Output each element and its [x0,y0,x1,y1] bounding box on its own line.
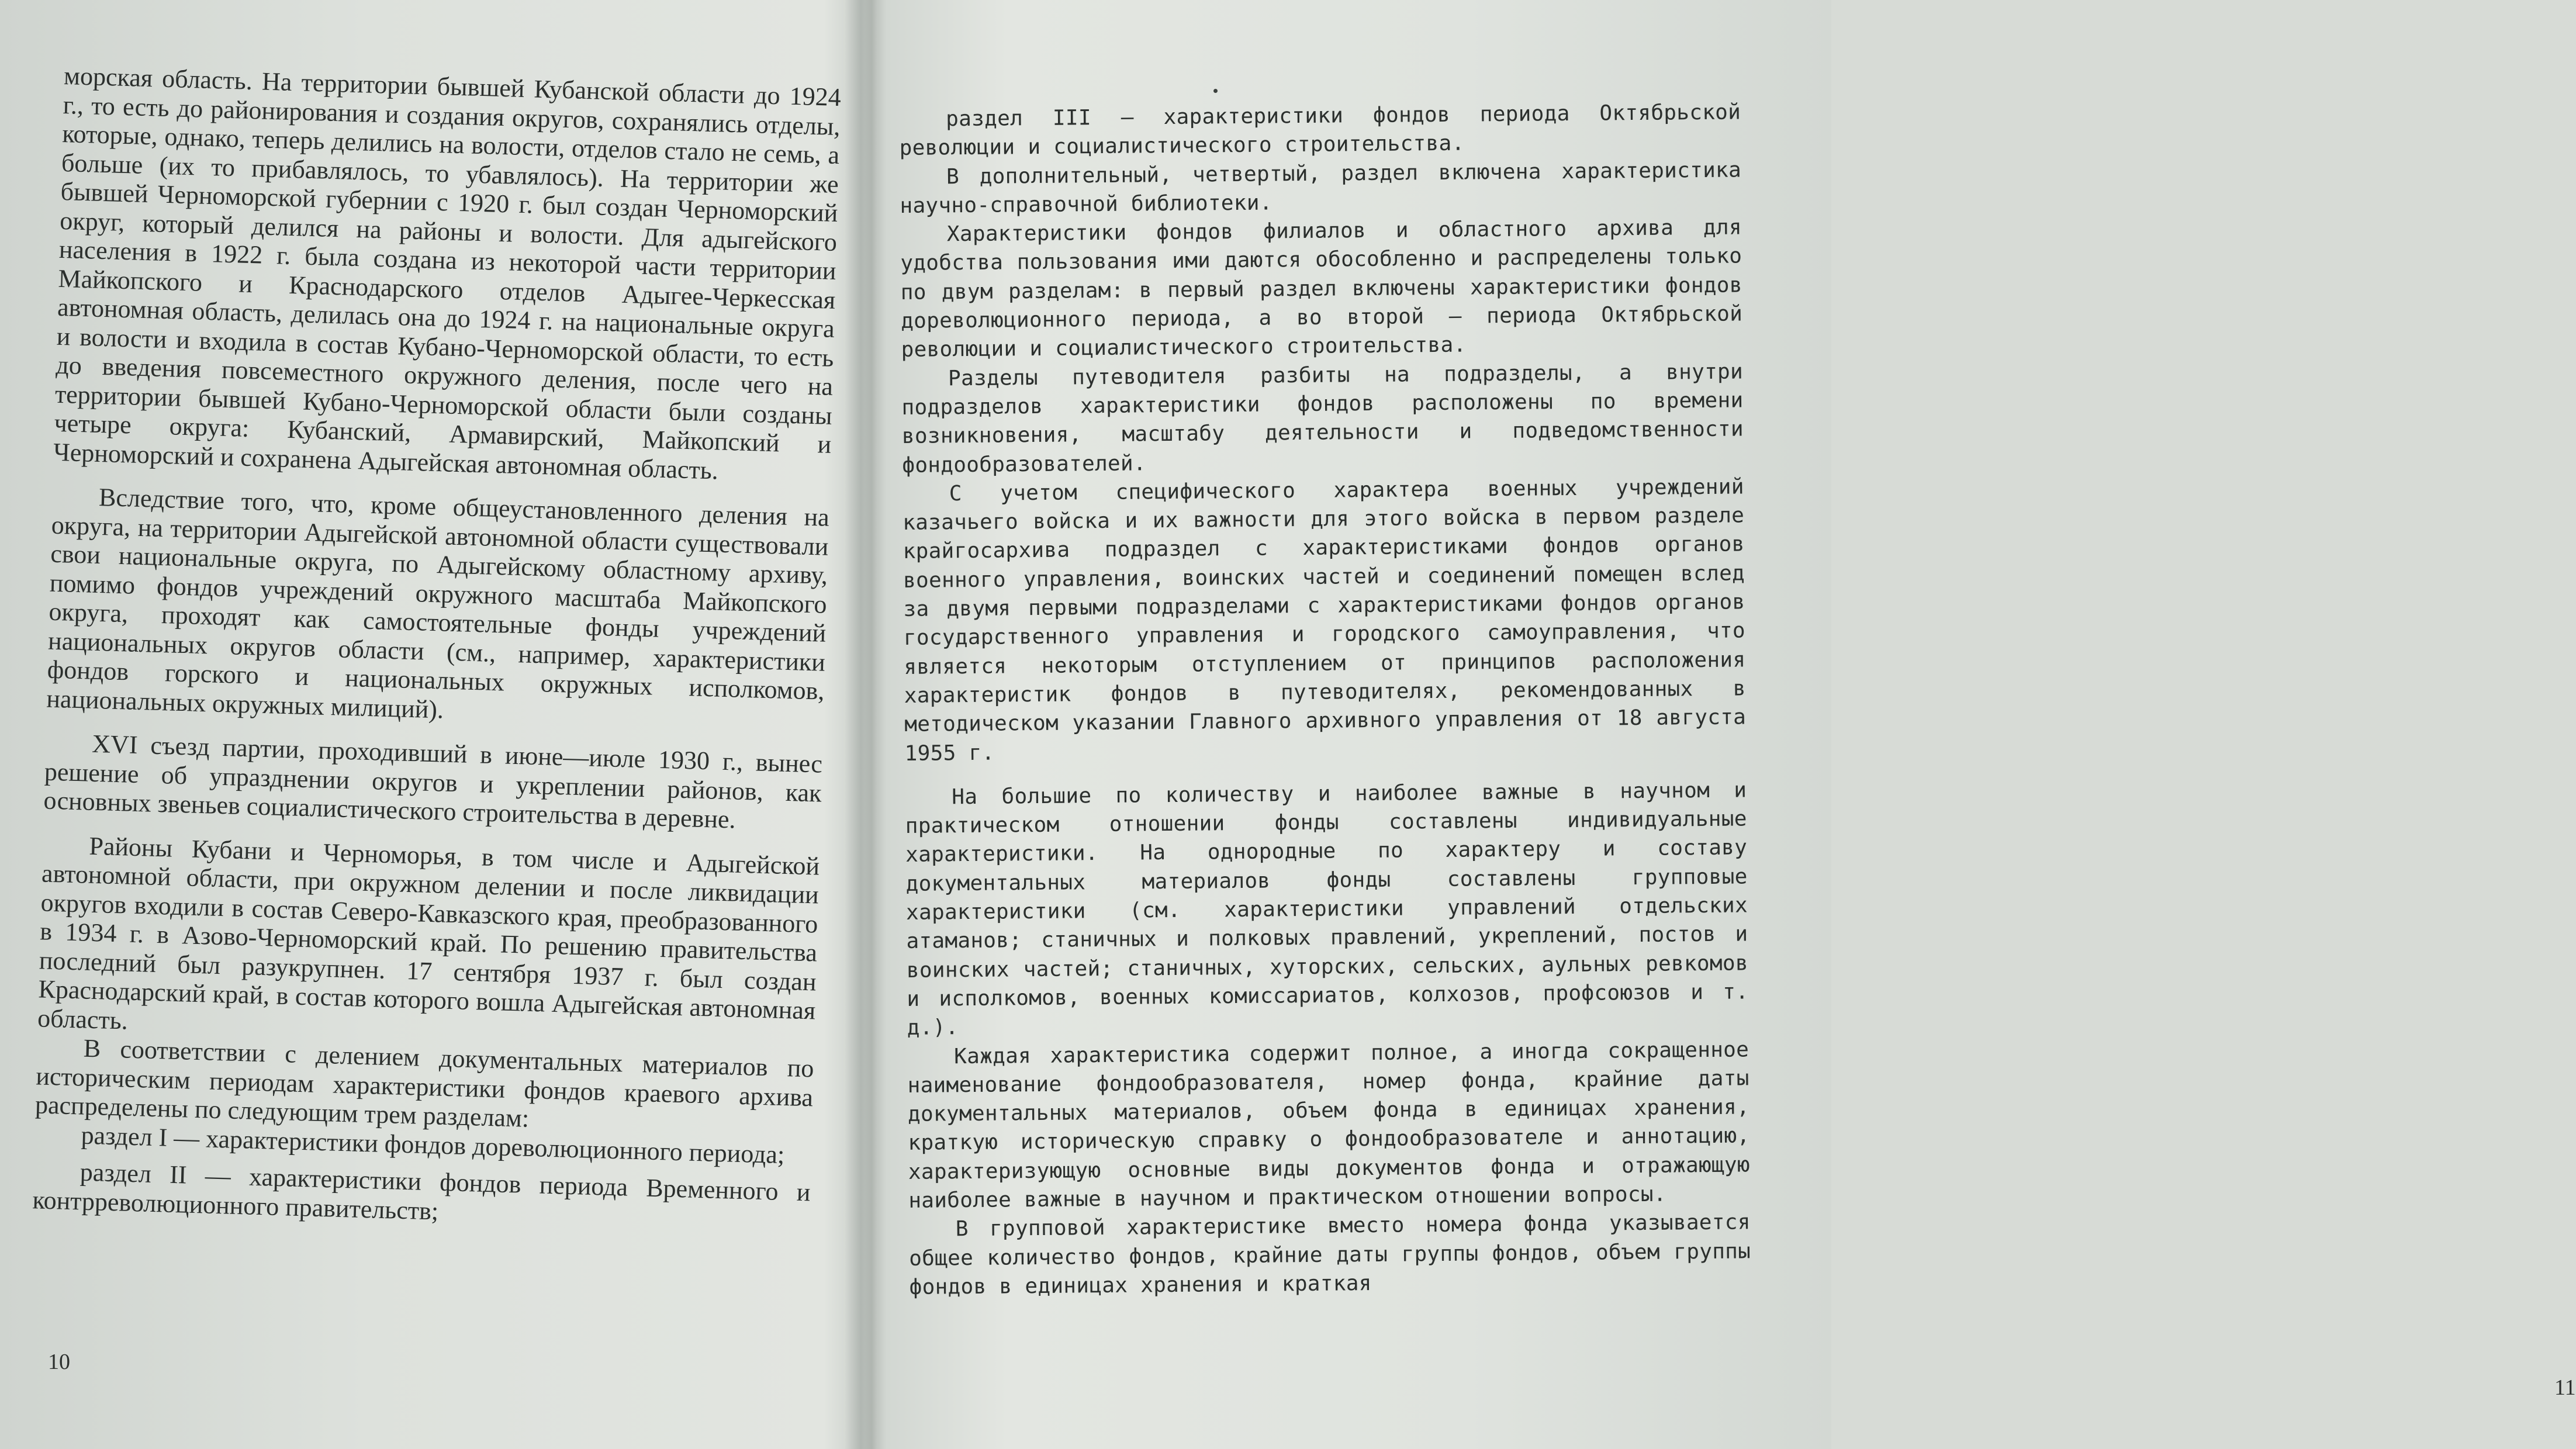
page-number-left: 10 [48,1350,70,1374]
paragraph: В дополнительный, четвертый, раздел включена характеристика научно-справочной библиотеки. [900,158,1742,218]
paragraph: В групповой характеристике вместо номера фонда указывается общее количество фондов, крайние даты группы фондов, объем группы фондов в единицах хранения и краткая [909,1210,1751,1299]
left-page [0,0,859,1449]
paragraph: XVI съезд партии, проходивший в июне—июле 1930 г., вынес решение об упразднении округов и укреплении районов, как основных звеньев социалистического строительства в деревне. [43,729,823,834]
right-page [865,0,2576,1449]
paragraph: Каждая характеристика содержит полное, а иногда сокращенное наименование фондообразователя, номер фонда, крайние даты документальных материалов, объем фонда в единицах хранения, краткую историческую справку о фондообразователе и аннотацию, характеризующую основные виды документов фонда и отражающую наиболее важные в научном и практическом отношении вопросы. [907,1037,1751,1213]
paragraph: Районы Кубани и Черноморья, в том числе и Адыгейской автономной области, при окружном делении и после ликвидации округов входили в состав Северо-Кавказского края, преобразованного в 1934 г. в Азово-Черноморский край. По решению правительства последний был разукрупнен. 17 сентября 1937 г. был создан Краснодарский край, в состав которого вошла Адыгейская автономная область. [37,831,820,1035]
left-page-text [32,61,842,1236]
paragraph: раздел II — характеристики фондов периода Временного и контрреволюционного правительств; [32,1157,811,1226]
paragraph: В соответствии с делением документальных материалов по историческим периодам характеристики фондов краевого архива распределены по следующим трем разделам: [34,1033,815,1133]
page-number-right: 11 [2554,1375,2576,1400]
paragraph: Разделы путеводителя разбиты на подразделы, а внутри подразделов характеристики фондов расположены по времени возникновения, масштабу деятельности и подведомственности фондообразователей. [901,359,1744,478]
paragraph: Характеристики фондов филиалов и областного архива для удобства пользования ими даются обособленно и распределены только по двум разделам: в первый раздел включены характеристики фондов дореволюционного периода, а во второй — периода Октябрьской революции и социалистического строительства. [900,215,1743,362]
paragraph: На большие по количеству и наиболее важные в научном и практическом отношении фонды составлены индивидуальные характеристики. На однородные по характеру и составу документальных материалов фонды составлены групповые характеристики (см. характеристики управлений отдельских атаманов; станичных и полковых правлений, укреплений, постов и воинских частей; станичных, хуторских, сельских, аульных ревкомов и исполкомов, военных комиссариатов, колхозов, профсоюзов и т. д.). [905,778,1749,1040]
paragraph: раздел III — характеристики фондов периода Октябрьской революции и социалистического строительства. [899,100,1741,161]
paragraph: морская область. На территории бывшей Кубанской области до 1924 г., то есть до районирования и создания округов, сохранялись отделы, которые, однако, теперь делились на волости, отделов стало не семь, а больше (их то прибавлялось, то убавлялось). На территории же бывшей Черноморской губернии с 1920 г. был создан Черноморский округ, который делился на районы и волости. Для адыгейского населения в 1922 г. была создана из некоторой части территории Майкопского и Краснодарского отделов Адыгее-Черкесская автономная область, делилась она до 1924 г. на национальные округа и волости и входила в состав Кубано-Черноморской области, то есть до введения повсеместного окружного деления, после чего на территории бывшей Кубано-Черноморской области были созданы четыре округа: Кубанский, Армавирский, Майкопский и Черноморский и сохранена Адыгейская автономная область. [53,61,842,485]
paragraph: Вследствие того, что, кроме общеустановленного деления на округа, на территории Адыгейской автономной области существовали свои национальные округа, по Адыгейскому областному архиву, помимо фондов учреждений окружного масштаба Майкопского округа, проходят как самостоятельные фонды учреждений национальных округов области (см., например, характеристики фондов горского и национальных окружных исполкомов, национальных окружных милиций). [46,482,830,724]
right-page-text [899,98,1751,1302]
paragraph: раздел I — характеристики фондов дореволюционного периода; [81,1121,785,1169]
paper-speck [1213,89,1218,93]
paragraph: С учетом специфического характера военных учреждений казачьего войска и их важности для этого войска в первом разделе крайгосархива подраздел с характеристиками фондов органов военного управления, воинских частей и соединений помещен вслед за двумя первыми подразделами с характеристиками фондов органов государственного управления и городского самоуправления, что является некоторым отступлением от принципов расположения характеристик фондов в путеводителях, рекомендованных в методическом указании Главного архивного управления от 18 августа 1955 г. [903,475,1747,766]
